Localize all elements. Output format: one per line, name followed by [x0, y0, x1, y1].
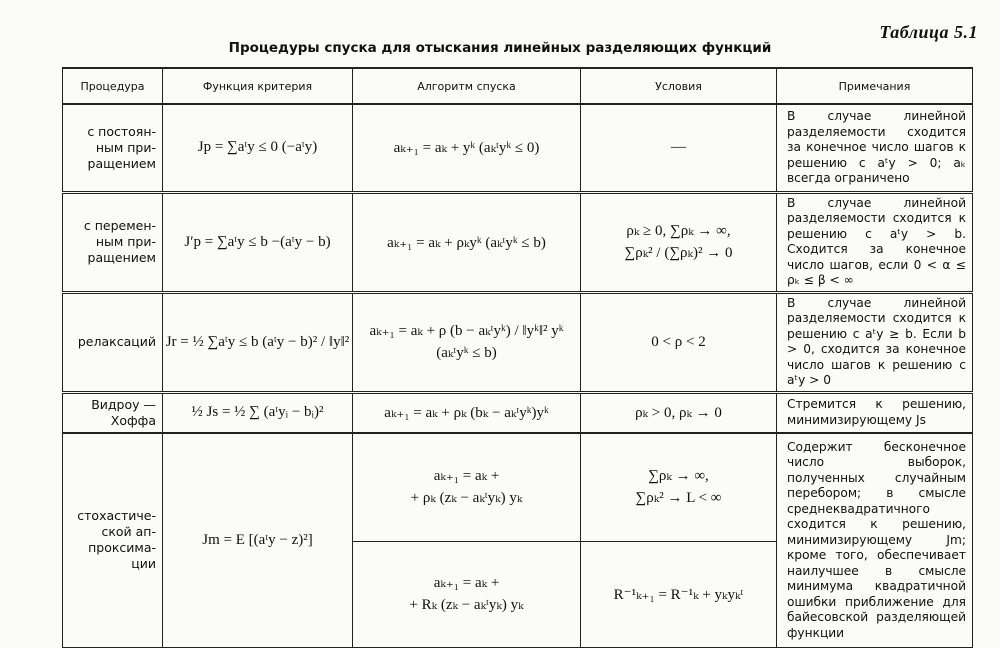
- criterion-cell: Jm = E [(aᵗy − z)²]: [163, 433, 353, 647]
- conditions-cell: 0 < ρ < 2: [581, 292, 777, 392]
- header-row: [63, 68, 973, 104]
- algorithm-cell: aₖ₊₁ = aₖ + yᵏ (aₖᵗyᵏ ≤ 0): [353, 104, 581, 192]
- conditions-cell: —: [581, 104, 777, 192]
- algorithm-cell: aₖ₊₁ = aₖ + + ρₖ (zₖ − aₖᵗyₖ) yₖ: [353, 433, 581, 541]
- table-row: [63, 392, 973, 433]
- algorithm-cell: aₖ₊₁ = aₖ + + Rₖ (zₖ − aₖᵗyₖ) yₖ: [353, 541, 581, 647]
- table-row: [63, 433, 973, 541]
- header-notes: Примечания: [777, 68, 973, 104]
- algorithm-cell: aₖ₊₁ = aₖ + ρ (b − aₖᵗyᵏ) / ‖yᵏ‖² yᵏ (aₖᵗyᵏ ≤ b): [353, 292, 581, 392]
- table-row: [63, 292, 973, 392]
- header-conditions: Условия: [581, 68, 777, 104]
- procedure-cell: с постоян- ным при- ращением: [63, 104, 163, 192]
- header-procedure: Процедура: [63, 68, 163, 104]
- conditions-cell: ρₖ ≥ 0, ∑ρₖ → ∞, ∑ρₖ² / (∑ρₖ)² → 0: [581, 192, 777, 292]
- conditions-cell: ∑ρₖ → ∞, ∑ρₖ² → L < ∞: [581, 433, 777, 541]
- algorithm-cell: aₖ₊₁ = aₖ + ρₖ (bₖ − aₖᵗyᵏ)yᵏ: [353, 392, 581, 433]
- criterion-cell: J′p = ∑aᵗy ≤ b −(aᵗy − b): [163, 192, 353, 292]
- table-row: [63, 192, 973, 292]
- notes-cell: Стремится к решению, минимизирующему Js: [777, 392, 973, 433]
- notes-cell: В случае линейной разделяемости сходится к решению с aᵗy > b. Сходится за конечное число шагов, если 0 < α ≤ ρₖ ≤ β < ∞: [777, 192, 973, 292]
- algorithm-cell: aₖ₊₁ = aₖ + ρₖyᵏ (aₖᵗyᵏ ≤ b): [353, 192, 581, 292]
- table-caption: Процедуры спуска для отыскания линейных разделяющих функций: [228, 40, 772, 56]
- notes-cell: В случае линейной разделяемости сходится к решению с aᵗy ≥ b. Если b > 0, сходится за конечное число шагов к решению с aᵗy > 0: [777, 292, 973, 392]
- procedure-cell: с перемен- ным при- ращением: [63, 192, 163, 292]
- procedure-cell: релаксаций: [63, 292, 163, 392]
- header-algorithm: Алгоритм спуска: [353, 68, 581, 104]
- notes-cell: В случае линейной разделяемости сходится за конечное число шагов к решению с aᵗy > 0; aₖ всегда ограничено: [777, 104, 973, 192]
- criterion-cell: ½ Js = ½ ∑ (aᵗyᵢ − bᵢ)²: [163, 392, 353, 433]
- procedure-cell: стохастиче- ской ап- проксима- ции: [63, 433, 163, 647]
- table-number: Таблица 5.1: [879, 22, 978, 42]
- table-row: [63, 104, 973, 192]
- descent-procedures-table: [62, 67, 973, 648]
- header-criterion: Функция критерия: [163, 68, 353, 104]
- conditions-cell: ρₖ > 0, ρₖ → 0: [581, 392, 777, 433]
- criterion-cell: Jr = ½ ∑aᵗy ≤ b (aᵗy − b)² / ‖y‖²: [163, 292, 353, 392]
- procedure-cell: Видроу — Хоффа: [63, 392, 163, 433]
- conditions-cell: R⁻¹ₖ₊₁ = R⁻¹ₖ + yₖyₖᵗ: [581, 541, 777, 647]
- notes-cell: Содержит бесконечное число выборок, полученных случайным перебором; в смысле среднеквадратичного сходится к решению, минимизирующему Jm; кроме того, обеспечивает наилучшее в смысле минимума квадратичной ошибки приближение для байесовской разделяющей функции: [777, 433, 973, 647]
- criterion-cell: Jp = ∑aᵗy ≤ 0 (−aᵗy): [163, 104, 353, 192]
